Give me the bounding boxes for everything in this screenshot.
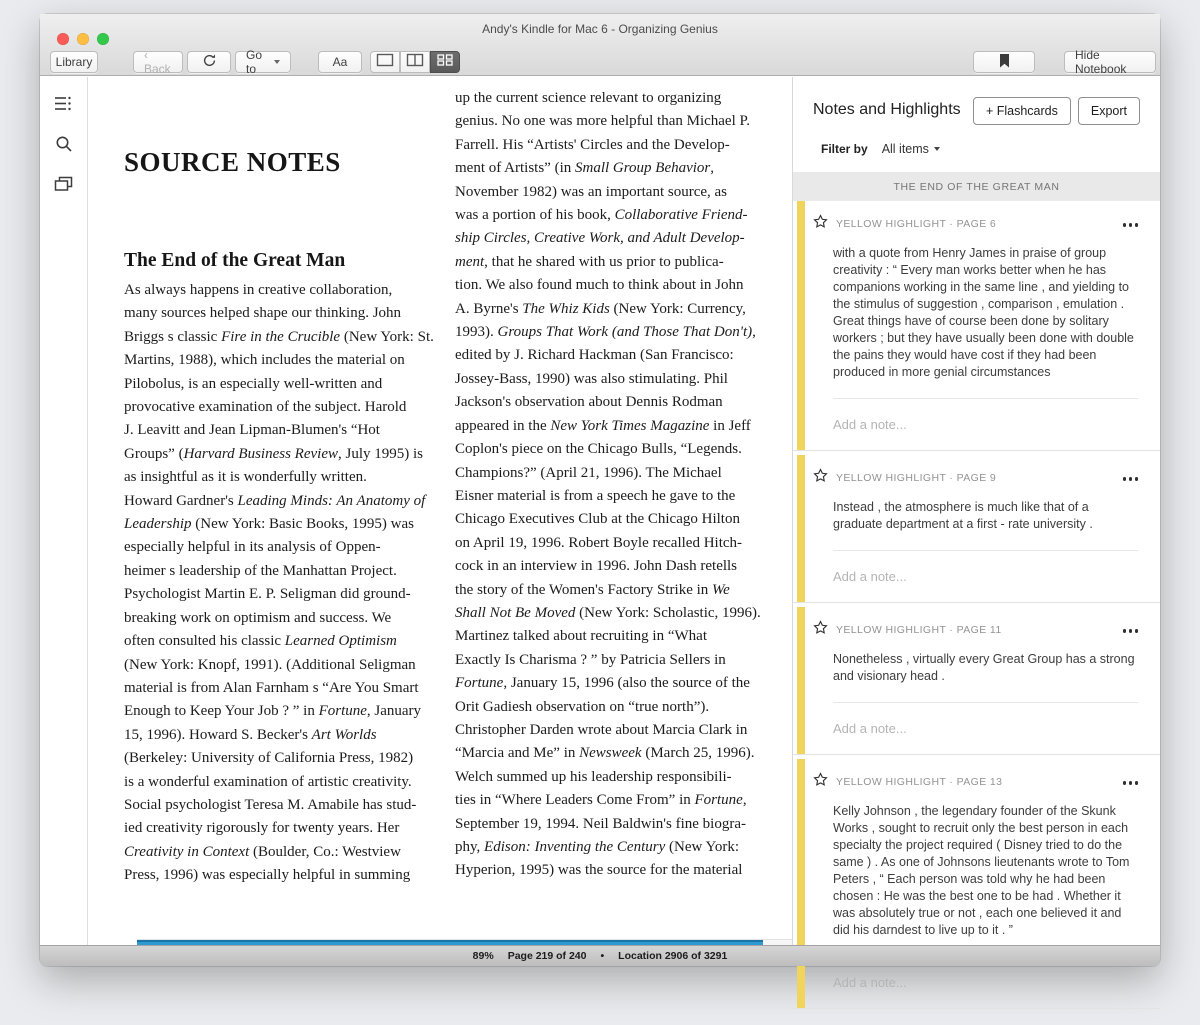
separator-dot: • xyxy=(600,950,605,962)
book-line: November 1982) was an important source, as xyxy=(455,183,728,200)
highlight-card xyxy=(793,201,1160,451)
book-line: was a portion of his book, Collaborative Friend- xyxy=(455,207,748,224)
highlight-card-label: YELLOW HIGHLIGHT · PAGE 11 xyxy=(836,624,1002,636)
book-line: up the current science relevant to organizing xyxy=(455,90,722,106)
highlight-cards-list xyxy=(793,201,1160,1009)
book-line: A. Byrne's The Whiz Kids (New York: Currency, xyxy=(455,300,746,317)
book-column-2 xyxy=(455,87,761,883)
highlight-card-body xyxy=(805,607,1168,754)
book-line: Jossey-Bass, 1990) was also stimulating. Phil xyxy=(455,370,728,387)
window-title: Andy's Kindle for Mac 6 - Organizing Genius xyxy=(482,22,718,36)
two-column-icon xyxy=(406,53,424,72)
highlight-card-body xyxy=(805,455,1168,602)
chevron-down-icon xyxy=(274,60,280,64)
book-line: the story of the Women's Factory Strike in We xyxy=(455,581,730,598)
book-line: 15, 1996). Howard S. Becker's Art Worlds xyxy=(124,726,377,743)
card-divider xyxy=(833,398,1138,399)
highlight-card-body xyxy=(805,201,1168,450)
card-divider xyxy=(833,702,1138,703)
book-line: September 19, 1994. Neil Baldwin's fine biogra- xyxy=(455,815,746,832)
highlight-text: Instead , the atmosphere is much like that of a graduate department at a first - rate university . xyxy=(833,500,1093,531)
highlight-card-header xyxy=(809,772,1138,792)
highlight-card-header xyxy=(809,214,1138,234)
notes-panel-actions xyxy=(973,97,1140,125)
book-line: (Berkeley: University of California Press, 1982) xyxy=(124,750,414,767)
book-line: Jackson's observation about Dennis Rodman xyxy=(455,394,723,411)
back-button[interactable]: ‹ Back xyxy=(133,51,183,73)
sync-button[interactable] xyxy=(187,51,231,73)
book-line: heimer s leadership of the Manhattan Project. xyxy=(124,562,397,579)
add-note-input[interactable]: Add a note... xyxy=(833,721,907,736)
book-line: Hyperion, 1995) was the source for the material xyxy=(455,862,743,879)
add-note-input[interactable]: Add a note... xyxy=(833,569,907,584)
book-line: Exactly Is Charisma ? ” by Patricia Sellers in xyxy=(455,651,726,668)
view-mode-segmented-control xyxy=(370,51,460,73)
page-indicator: Page 219 of 240 xyxy=(507,950,587,962)
add-note-input[interactable]: Add a note... xyxy=(833,975,907,990)
book-line: “Marcia and Me” in Newsweek (March 25, 1996). xyxy=(455,745,755,762)
book-line: Press, 1996) was especially helpful in summing xyxy=(124,867,411,884)
traffic-lights xyxy=(57,33,109,45)
minimize-window-button[interactable] xyxy=(77,33,89,45)
flashcards-button[interactable]: + Flashcards xyxy=(973,97,1071,125)
book-line: J. Leavitt and Jean Lipman-Blumen's “Hot xyxy=(124,422,380,439)
highlight-card-body xyxy=(805,759,1168,1008)
bookmark-button[interactable] xyxy=(973,51,1035,73)
book-line: Creativity in Context (Boulder, Co.: Westview xyxy=(124,843,401,860)
book-line: tion. We also found much to think about in John xyxy=(455,277,744,294)
filter-row xyxy=(793,125,1160,156)
sync-icon xyxy=(202,53,217,71)
window-header xyxy=(40,14,1160,76)
cards-view-icon[interactable] xyxy=(54,176,73,192)
more-options-icon[interactable] xyxy=(1123,779,1139,785)
reading-area xyxy=(88,77,792,945)
book-line: genius. No one was more helpful than Michael P. xyxy=(455,113,750,130)
book-line: provocative examination of the subject. Harold xyxy=(124,399,407,416)
notebook-view-button[interactable] xyxy=(430,51,460,73)
book-line: Coplon's piece on the Chicago Bulls, “Legends. xyxy=(455,441,742,458)
filter-value-label: All items xyxy=(881,142,929,156)
book-line: appeared in the New York Times Magazine in Jeff xyxy=(455,417,751,434)
highlight-card xyxy=(793,759,1160,1009)
book-line: Orit Gadiesh observation on “true north”). xyxy=(455,698,710,715)
chevron-down-icon xyxy=(934,147,940,151)
book-line: Enough to Keep Your Job ? ” in Fortune, January xyxy=(124,703,422,720)
hide-notebook-button[interactable]: Hide Notebook xyxy=(1064,51,1156,73)
highlight-text: Nonetheless , virtually every Great Group has a strong and visionary head . xyxy=(833,652,1135,683)
more-options-icon[interactable] xyxy=(1123,627,1139,633)
book-line: Groups” (Harvard Business Review, July 1995) is xyxy=(124,445,424,462)
book-line: As always happens in creative collaboration, xyxy=(124,282,393,298)
book-line: is a wonderful examination of artistic creativity. xyxy=(124,773,412,790)
book-text-column-1 xyxy=(124,279,436,888)
book-line: as insightful as it is wonderfully written. xyxy=(124,469,367,486)
highlight-card-label: YELLOW HIGHLIGHT · PAGE 6 xyxy=(836,218,997,230)
star-icon[interactable] xyxy=(813,620,828,640)
book-line: Pilobolus, is an especially well-written and xyxy=(124,375,383,392)
left-sidebar xyxy=(40,77,88,945)
book-line: 1993). Groups That Work (and Those That Don't), xyxy=(455,324,756,341)
percent-read: 89% xyxy=(472,950,494,962)
book-line: especially helpful in its analysis of Oppen- xyxy=(124,539,381,556)
notebook-view-icon xyxy=(436,53,454,72)
export-button[interactable]: Export xyxy=(1078,97,1140,125)
more-options-icon[interactable] xyxy=(1123,221,1139,227)
highlight-card-label: YELLOW HIGHLIGHT · PAGE 13 xyxy=(836,776,1003,788)
table-of-contents-icon[interactable] xyxy=(54,95,73,112)
book-line: on April 19, 1996. Robert Boyle recalled Hitch- xyxy=(455,534,743,551)
highlight-card-header xyxy=(809,468,1138,488)
highlight-color-bar xyxy=(797,607,805,754)
book-line: edited by J. Richard Hackman (San Francisco: xyxy=(455,347,734,364)
book-line: often consulted his classic Learned Optimism xyxy=(124,633,397,650)
highlight-card-header xyxy=(809,620,1138,640)
book-line: Howard Gardner's Leading Minds: An Anatomy of xyxy=(124,492,426,509)
card-divider xyxy=(833,550,1138,551)
highlight-color-bar xyxy=(797,455,805,602)
book-line: Christopher Darden wrote about Marcia Clark in xyxy=(455,721,748,738)
book-line: many sources helped shape our thinking. John xyxy=(124,305,402,322)
book-line: Psychologist Martin E. P. Seligman did ground- xyxy=(124,586,411,603)
highlight-text: with a quote from Henry James in praise of group creativity : “ Every man works better when he has companions working in the same line , and yielding to the stimulus of suggestion , comparison , emulation . Great things have of course been done by solitary workers ; but they have usually been done with double the pains they would have cost if they had been produced in more genial circumstances xyxy=(833,246,1134,379)
single-page-view-button[interactable] xyxy=(370,51,400,73)
star-icon[interactable] xyxy=(813,468,828,488)
search-icon[interactable] xyxy=(55,135,73,153)
highlight-color-bar xyxy=(797,201,805,450)
book-line: cock in an interview in 1996. John Dash retells xyxy=(455,558,738,575)
book-line: (New York: Knopf, 1991). (Additional Seligman xyxy=(124,656,416,673)
filter-by-label: Filter by xyxy=(821,142,868,156)
book-line: ment of Artists” (in Small Group Behavior, xyxy=(455,160,715,177)
chapter-title: SOURCE NOTES xyxy=(124,147,341,177)
section-header-band: THE END OF THE GREAT MAN xyxy=(793,172,1160,201)
more-options-icon[interactable] xyxy=(1123,475,1139,481)
highlight-card xyxy=(793,455,1160,603)
highlight-text: Kelly Johnson , the legendary founder of the Skunk Works , sought to recruit only the best person in each specialty the project required ( Disney tried to do the same ) . As one of Johnsons lieutenants wrote to Tom Peters , “ Each person was told why he had been chosen : He was the best one to be had . Whether it was absolutely true or not , each one believed it and did his darndest to live up to it . ” xyxy=(833,804,1130,937)
font-settings-button[interactable]: Aa xyxy=(318,51,362,73)
status-bar xyxy=(40,945,1160,966)
bookmark-icon xyxy=(999,54,1010,71)
book-line: Shall Not Be Moved (New York: Scholastic, 1996). xyxy=(455,604,761,621)
close-window-button[interactable] xyxy=(57,33,69,45)
highlight-color-bar xyxy=(797,759,805,1008)
filter-dropdown[interactable] xyxy=(882,142,940,156)
book-line: breaking work on optimism and success. We xyxy=(124,609,392,626)
star-icon[interactable] xyxy=(813,772,828,792)
book-line: phy, Edison: Inventing the Century (New York: xyxy=(455,839,740,855)
toolbar xyxy=(40,48,1160,76)
book-line: ied creativity rigorously for twenty years. Her xyxy=(124,820,400,837)
star-icon[interactable] xyxy=(813,214,828,234)
highlight-card xyxy=(793,607,1160,755)
book-line: Martins, 1988), which includes the material on xyxy=(124,352,405,369)
book-line: Chicago Executives Club at the Chicago Hilton xyxy=(455,511,740,528)
book-line: Leadership (New York: Basic Books, 1995) was xyxy=(124,516,414,533)
kindle-window xyxy=(40,14,1160,990)
book-line: material is from Alan Farnham s “Are You Smart xyxy=(124,679,419,696)
zoom-window-button[interactable] xyxy=(97,33,109,45)
section-title: The End of the Great Man xyxy=(124,250,346,271)
book-line: Social psychologist Teresa M. Amabile has stud- xyxy=(124,796,417,813)
library-button[interactable]: Library xyxy=(50,51,98,73)
single-page-icon xyxy=(376,53,394,72)
book-text-column-2 xyxy=(455,87,761,883)
book-line: Welch summed up his leadership responsibili- xyxy=(455,768,732,785)
book-line: Farrell. His “Artists' Circles and the Develop- xyxy=(455,136,730,153)
goto-dropdown[interactable] xyxy=(235,48,291,76)
book-line: ment, that he shared with us prior to publica- xyxy=(455,253,724,270)
notes-panel xyxy=(792,77,1160,990)
book-line: ties in “Where Leaders Come From” in Fortune, xyxy=(455,792,747,809)
book-line: Martinez talked about recruiting in “What xyxy=(455,628,707,645)
two-column-view-button[interactable] xyxy=(400,51,430,73)
highlight-card-label: YELLOW HIGHLIGHT · PAGE 9 xyxy=(836,472,997,484)
book-line: Eisner material is from a speech he gave to the xyxy=(455,487,736,504)
book-line: Fortune, January 15, 1996 (also the source of the xyxy=(455,675,750,692)
book-line: ship Circles, Creative Work, and Adult Develop- xyxy=(455,230,745,247)
notes-panel-header xyxy=(793,77,1160,125)
book-column-1 xyxy=(124,77,436,888)
location-indicator: Location 2906 of 3291 xyxy=(618,950,728,962)
book-line: Champions?” (April 21, 1996). The Michael xyxy=(455,464,722,481)
book-line: Briggs s classic Fire in the Crucible (New York: St. xyxy=(124,328,434,345)
notes-panel-title: Notes and Highlights xyxy=(813,101,961,118)
goto-label: Go to xyxy=(246,48,263,76)
add-note-input[interactable]: Add a note... xyxy=(833,417,907,432)
